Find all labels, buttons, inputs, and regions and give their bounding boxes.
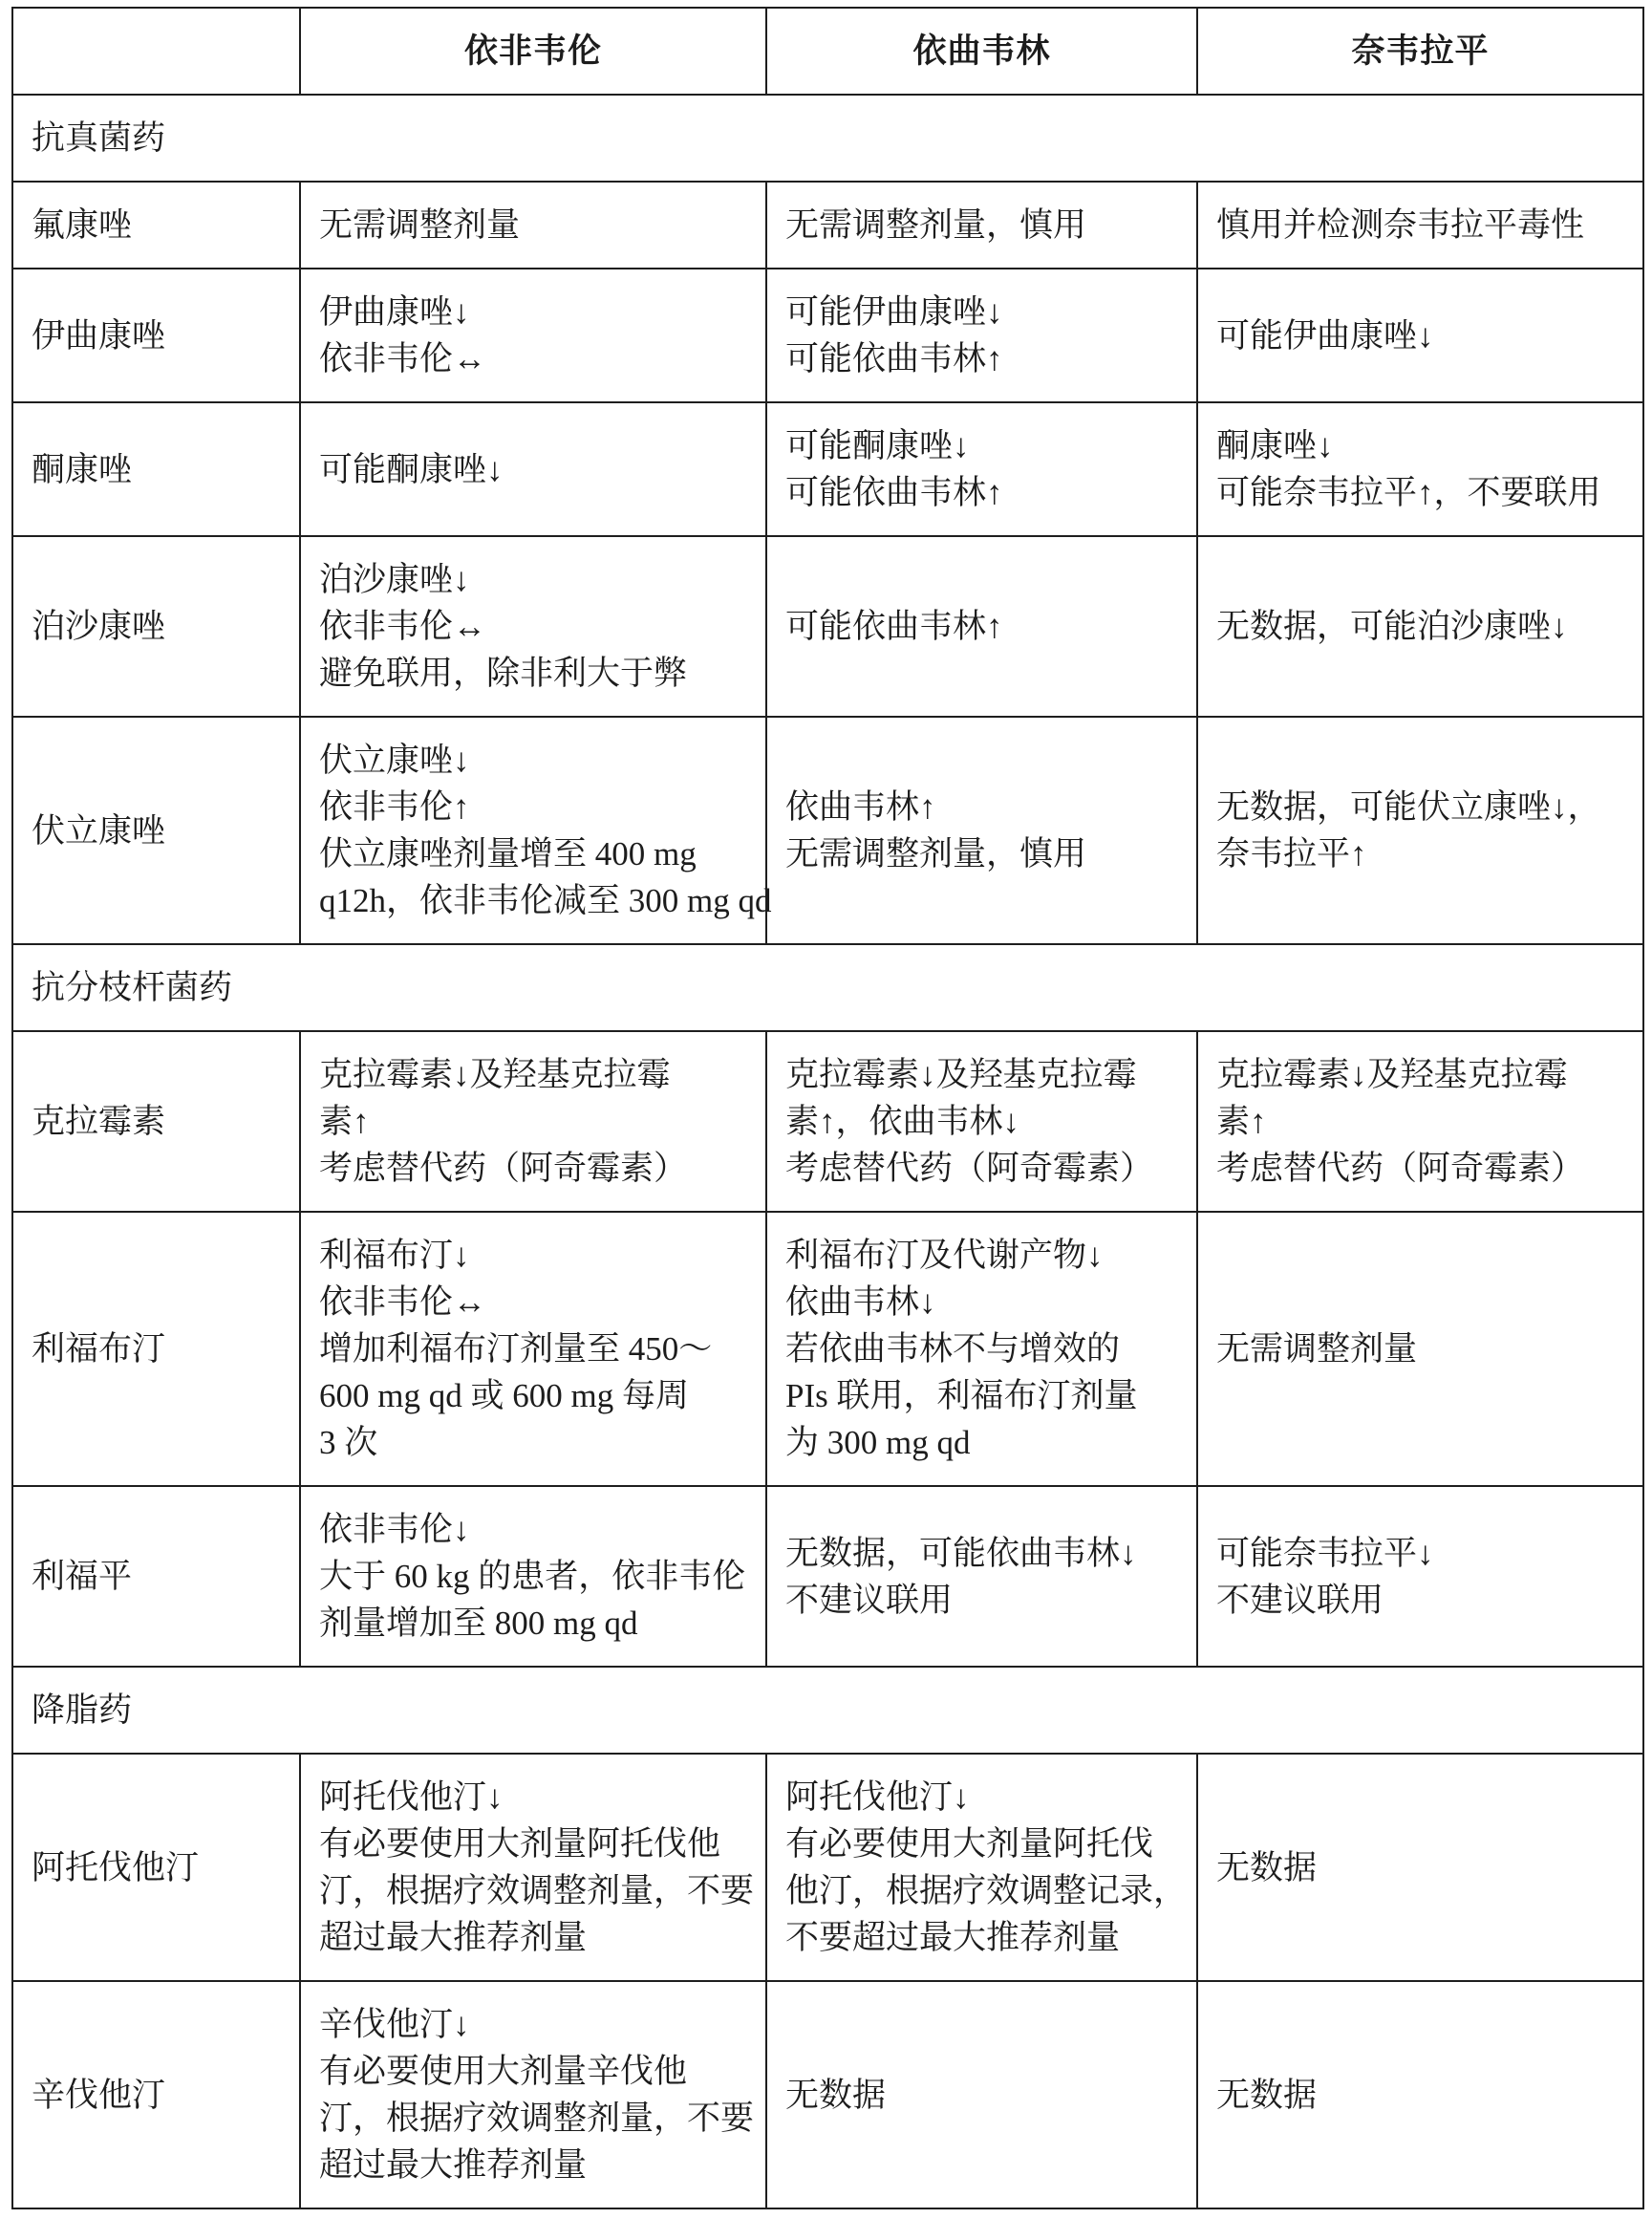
cell-line: 依曲韦林↑ [785,788,936,826]
cell-line: 无数据，可能泊沙康唑↓ [1216,608,1568,645]
efavirenz-cell [300,269,766,402]
cell-line: 有必要使用大剂量辛伐他 [319,2053,688,2090]
table-row [12,717,1643,944]
category-label: 抗真菌药 [12,95,1643,182]
table-row [12,1031,1643,1212]
etravirine-cell [766,402,1197,536]
etravirine-cell [766,1486,1197,1667]
cell-line: 考虑替代药（阿奇霉素） [1216,1150,1585,1187]
header-corner-cell [12,8,300,95]
nevirapine-cell [1197,269,1643,402]
efavirenz-cell [300,717,772,944]
cell-line: PIs 联用，利福布汀剂量 [785,1377,1138,1414]
efavirenz-cell [300,402,766,536]
cell-line: 阿托伐他汀↓ [319,1778,504,1816]
nevirapine-cell [1197,1212,1643,1486]
cell-line: 依曲韦林↓ [785,1283,936,1321]
drug-name: 泊沙康唑 [12,536,300,717]
cell-line: 考虑替代药（阿奇霉素） [785,1150,1154,1187]
nevirapine-cell [1197,1754,1643,1981]
cell-line: 伏立康唑↓ [319,742,470,779]
drug-name: 酮康唑 [12,402,300,536]
cell-line: 伊曲康唑↓ [319,293,470,331]
drug-name: 伏立康唑 [12,717,300,944]
cell-line: 伏立康唑剂量增至 400 mg [319,835,697,873]
cell-line: 可能伊曲康唑↓ [785,293,1003,331]
efavirenz-cell [300,1212,766,1486]
table-row [12,182,1643,269]
nevirapine-cell [1197,1486,1643,1667]
cell-line: q12h，依非韦伦减至 300 mg qd [319,882,772,919]
cell-line: 克拉霉素↓及羟基克拉霉 [1216,1056,1568,1093]
cell-line: 可能酮康唑↓ [785,427,970,464]
cell-line: 依非韦伦↓ [319,1511,470,1548]
drug-name: 辛伐他汀 [12,1981,300,2208]
cell-line: 依非韦伦↔ [319,1283,487,1321]
cell-line: 泊沙康唑↓ [319,561,470,598]
etravirine-cell [766,269,1197,402]
cell-line: 无需调整剂量，慎用 [785,835,1087,873]
cell-line: 无数据，可能依曲韦林↓ [785,1534,1137,1572]
table-row [12,1486,1643,1667]
nevirapine-cell [1197,717,1643,944]
drug-name: 利福平 [12,1486,300,1667]
cell-line: 阿托伐他汀↓ [785,1778,970,1816]
cell-line: 依非韦伦↔ [319,608,487,645]
efavirenz-cell [300,1031,766,1212]
cell-line: 可能伊曲康唑↓ [1216,316,1434,355]
cell-line: 慎用并检测奈韦拉平毒性 [1216,206,1585,244]
cell-line: 汀，根据疗效调整剂量，不要 [319,1872,755,1909]
cell-line: 可能依曲韦林↑ [785,474,1003,511]
cell-line: 无数据 [1216,1848,1318,1886]
efavirenz-cell [300,1754,766,1981]
header-row [12,8,1643,95]
cell-line: 不建议联用 [785,1581,954,1619]
cell-line: 无需调整剂量 [1216,1330,1418,1368]
category-row [12,1667,1643,1754]
etravirine-cell [766,717,1197,944]
drug-interaction-table [11,7,1644,2209]
cell-line: 克拉霉素↓及羟基克拉霉 [785,1056,1137,1093]
etravirine-cell [766,536,1197,717]
cell-line: 3 次 [319,1424,378,1461]
cell-line: 有必要使用大剂量阿托伐 [785,1825,1154,1863]
nevirapine-cell [1197,182,1643,269]
cell-line: 超过最大推荐剂量 [319,2146,588,2184]
category-label: 抗分枝杆菌药 [12,944,1643,1031]
drug-name: 阿托伐他汀 [12,1754,300,1981]
cell-line: 克拉霉素↓及羟基克拉霉 [319,1056,671,1093]
category-label: 降脂药 [12,1667,1643,1754]
etravirine-cell [766,182,1197,269]
header-nevirapine: 奈韦拉平 [1197,8,1643,95]
cell-line: 汀，根据疗效调整剂量，不要 [319,2100,755,2137]
efavirenz-cell [300,182,766,269]
table-row [12,1981,1643,2208]
category-row [12,944,1643,1031]
cell-line: 可能酮康唑↓ [319,450,504,488]
nevirapine-cell [1197,1981,1643,2208]
efavirenz-cell [300,1981,766,2208]
header-efavirenz: 依非韦伦 [300,8,766,95]
table-row [12,269,1643,402]
cell-line: 依非韦伦↑ [319,788,470,826]
nevirapine-cell [1197,402,1643,536]
cell-line: 可能奈韦拉平↑，不要联用 [1216,474,1601,511]
cell-line: 600 mg qd 或 600 mg 每周 [319,1377,689,1414]
nevirapine-cell [1197,1031,1643,1212]
cell-line: 利福布汀及代谢产物↓ [785,1237,1104,1274]
cell-line: 素↑ [1216,1103,1267,1140]
etravirine-cell [766,1981,1197,2208]
table-body [12,95,1643,2208]
header-etravirine: 依曲韦林 [766,8,1197,95]
table-header [12,8,1643,95]
efavirenz-cell [300,1486,766,1667]
cell-line: 增加利福布汀剂量至 450～ [319,1330,713,1368]
cell-line: 避免联用，除非利大于弊 [319,655,688,692]
nevirapine-cell [1197,536,1643,717]
cell-line: 无需调整剂量，慎用 [785,206,1087,244]
cell-line: 无数据 [785,2076,887,2114]
cell-line: 依非韦伦↔ [319,340,487,377]
etravirine-cell [766,1754,1197,1981]
cell-line: 素↑ [319,1103,370,1140]
cell-line: 为 300 mg qd [785,1424,971,1461]
cell-line: 不要超过最大推荐剂量 [785,1919,1121,1956]
cell-line: 无数据 [1216,2076,1318,2114]
cell-line: 素↑，依曲韦林↓ [785,1103,1020,1140]
cell-line: 考虑替代药（阿奇霉素） [319,1150,688,1187]
cell-line: 超过最大推荐剂量 [319,1919,588,1956]
cell-line: 有必要使用大剂量阿托伐他 [319,1825,721,1863]
cell-line: 可能依曲韦林↑ [785,608,1003,645]
drug-name: 利福布汀 [12,1212,300,1486]
cell-line: 辛伐他汀↓ [319,2006,470,2043]
cell-line: 若依曲韦林不与增效的 [785,1330,1121,1368]
table-row [12,402,1643,536]
cell-line: 利福布汀↓ [319,1237,470,1274]
cell-line: 他汀，根据疗效调整记录， [785,1872,1188,1909]
cell-line: 酮康唑↓ [1216,427,1334,464]
drug-name: 伊曲康唑 [12,269,300,402]
cell-line: 奈韦拉平↑ [1216,835,1367,873]
cell-line: 可能依曲韦林↑ [785,340,1003,377]
category-row [12,95,1643,182]
table-row [12,1754,1643,1981]
table-row [12,1212,1643,1486]
etravirine-cell [766,1031,1197,1212]
cell-line: 无需调整剂量 [319,206,521,244]
efavirenz-cell [300,536,766,717]
cell-line: 大于 60 kg 的患者，依非韦伦 [319,1558,746,1595]
cell-line: 剂量增加至 800 mg qd [319,1605,638,1642]
cell-line: 不建议联用 [1216,1581,1384,1619]
cell-line: 可能奈韦拉平↓ [1216,1534,1434,1572]
table-row [12,536,1643,717]
cell-line: 无数据，可能伏立康唑↓， [1216,788,1601,826]
drug-name: 氟康唑 [12,182,300,269]
drug-name: 克拉霉素 [12,1031,300,1212]
etravirine-cell [766,1212,1197,1486]
